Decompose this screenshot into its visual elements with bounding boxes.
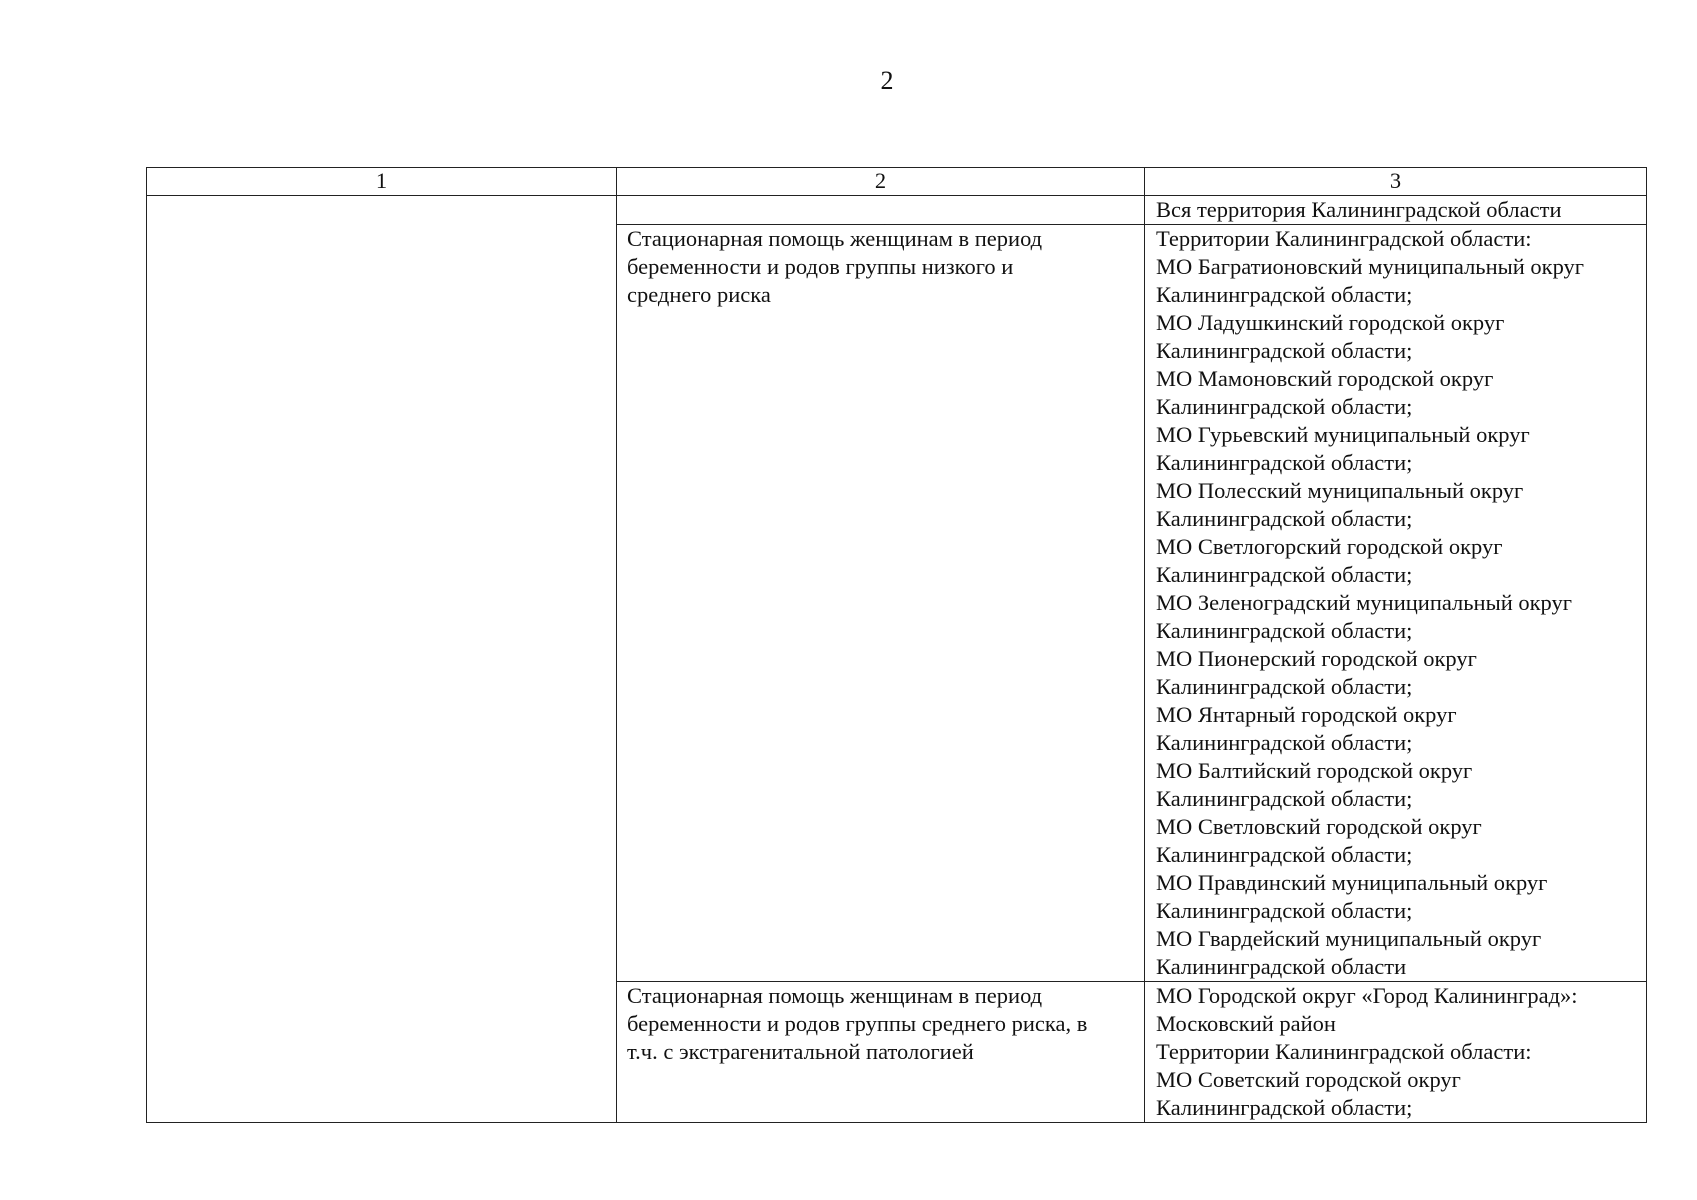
text-line: МО Правдинский муниципальный округ <box>1156 870 1548 895</box>
text-line: МО Полесский муниципальный округ <box>1156 478 1524 503</box>
text-line: Калининградской области; <box>1156 394 1413 419</box>
text-line: Стационарная помощь женщинам в период <box>627 983 1043 1008</box>
text-line: Территории Калининградской области: <box>1156 226 1532 251</box>
text-line: МО Балтийский городской округ <box>1156 758 1473 783</box>
text-line: МО Янтарный городской округ <box>1156 702 1457 727</box>
territory-cell <box>1145 196 1647 225</box>
text-line: Калининградской области; <box>1156 450 1413 475</box>
text-line: МО Светловский городской округ <box>1156 814 1482 839</box>
text-line: Калининградской области; <box>1156 898 1413 923</box>
header-cell-3: 3 <box>1145 168 1647 196</box>
text-line: МО Гвардейский муниципальный округ <box>1156 926 1542 951</box>
text-line: Калининградской области; <box>1156 786 1413 811</box>
text-line: Калининградской области; <box>1156 674 1413 699</box>
header-cell-1: 1 <box>147 168 617 196</box>
text-line: Стационарная помощь женщинам в период <box>627 226 1043 251</box>
service-cell-empty <box>617 196 1145 225</box>
text-line: МО Городской округ «Город Калининград»: <box>1156 983 1578 1008</box>
text-line: Территории Калининградской области: <box>1156 1039 1532 1064</box>
text-line: беременности и родов группы низкого и <box>627 254 1014 279</box>
service-cell <box>617 225 1145 982</box>
text-line: МО Ладушкинский городской округ <box>1156 310 1505 335</box>
text-line: Калининградской области; <box>1156 1095 1413 1120</box>
text-line: Калининградской области; <box>1156 730 1413 755</box>
text-line: Калининградской области; <box>1156 842 1413 867</box>
text-line: Калининградской области; <box>1156 618 1413 643</box>
text-line: Калининградской области; <box>1156 282 1413 307</box>
header-cell-2: 2 <box>617 168 1145 196</box>
table-header-row <box>147 168 1647 196</box>
document-table <box>146 167 1647 1123</box>
service-cell <box>617 982 1145 1123</box>
text-line: Калининградской области <box>1156 954 1407 979</box>
page-number: 2 <box>880 66 894 95</box>
column-1-cell <box>147 196 617 1123</box>
text-line: МО Багратионовский муниципальный округ <box>1156 254 1585 279</box>
table-row <box>147 196 1647 225</box>
text-line: МО Светлогорский городской округ <box>1156 534 1503 559</box>
text-line: Калининградской области; <box>1156 562 1413 587</box>
text-line: Вся территория Калининградской области <box>1156 197 1562 222</box>
text-line: Калининградской области; <box>1156 506 1413 531</box>
text-line: МО Мамоновский городской округ <box>1156 366 1494 391</box>
territory-cell <box>1145 225 1647 982</box>
text-line: т.ч. с экстрагенитальной патологией <box>627 1039 974 1064</box>
text-line: МО Советский городской округ <box>1156 1067 1461 1092</box>
text-line: беременности и родов группы среднего риска, в <box>627 1011 1088 1036</box>
text-line: Калининградской области; <box>1156 338 1413 363</box>
text-line: МО Пионерский городской округ <box>1156 646 1477 671</box>
text-line: среднего риска <box>627 282 771 307</box>
text-line: МО Зеленоградский муниципальный округ <box>1156 590 1572 615</box>
territory-cell <box>1145 982 1647 1123</box>
text-line: МО Гурьевский муниципальный округ <box>1156 422 1530 447</box>
text-line: Московский район <box>1156 1011 1336 1036</box>
